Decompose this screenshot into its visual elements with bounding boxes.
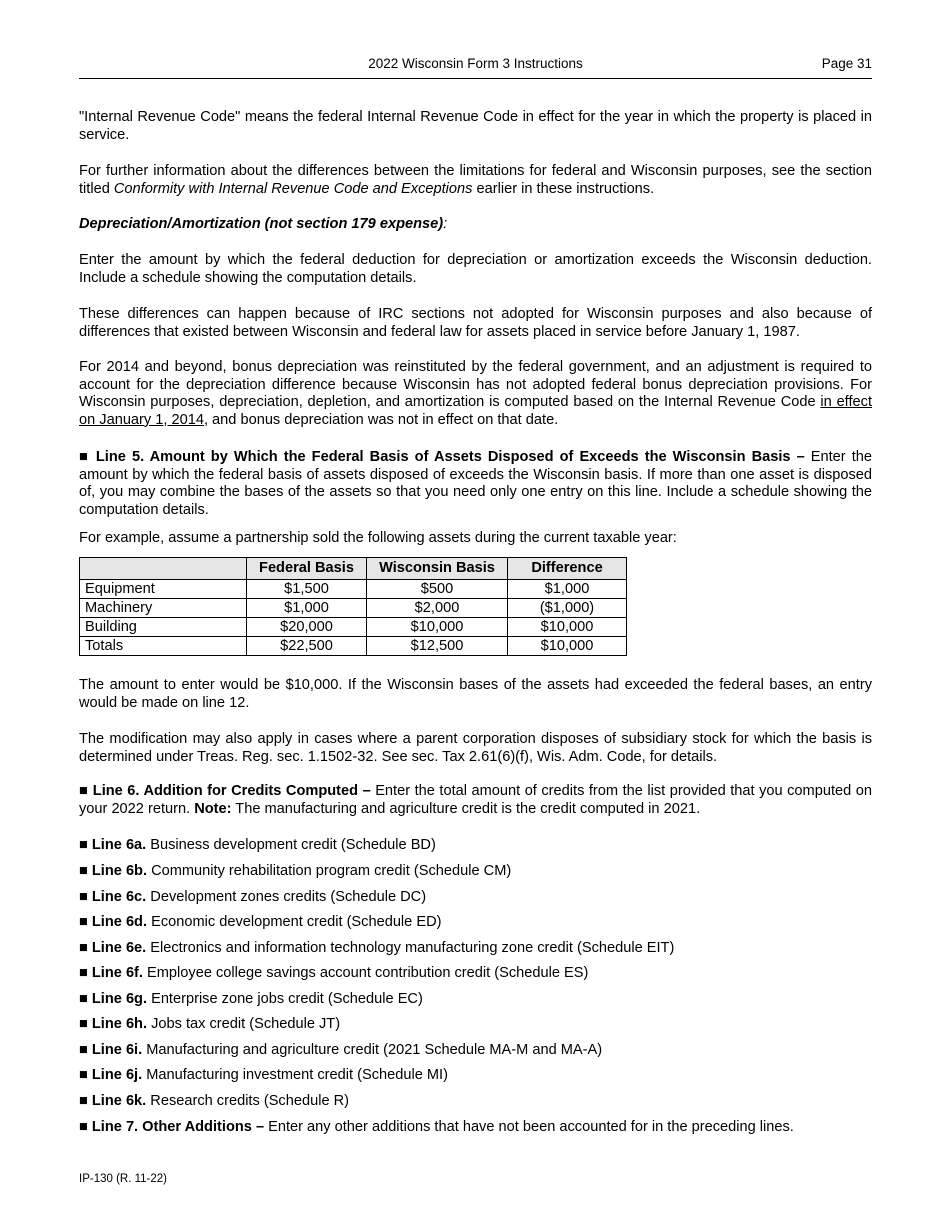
heading-depreciation	[79, 216, 872, 234]
line-text: Research credits (Schedule R)	[146, 1093, 350, 1109]
line-text: Manufacturing investment credit (Schedule MI)	[142, 1067, 448, 1083]
list-item	[79, 914, 872, 932]
underlined-date: in effect on January 1, 2014	[79, 394, 872, 428]
list-item	[79, 965, 872, 983]
line-label: Line 6. Addition for Credits Computed –	[92, 783, 371, 799]
table-cell: $22,500	[247, 637, 367, 656]
paragraph-bonus-depreciation	[79, 359, 872, 429]
line-label: Line 6f.	[91, 965, 143, 981]
line-label: Line 5. Amount by Which the Federal Basis of Assets Disposed of Exceeds the Wisconsin Basis –	[95, 449, 805, 465]
bullet-square-icon: ■	[79, 1042, 88, 1058]
paragraph-example: For example, assume a partnership sold the following assets during the current taxable year:	[79, 530, 677, 546]
table-row	[80, 580, 627, 599]
paragraph-irc-definition: "Internal Revenue Code" means the federal Internal Revenue Code in effect for the year in which the property is placed in service.	[79, 109, 872, 143]
paragraph-amount-to-enter: The amount to enter would be $10,000. If the Wisconsin bases of the assets had exceeded the federal bases, an entry would be made on line 12.	[79, 677, 872, 711]
line-text: Enter the total amount of credits from the list provided that you computed on your 2022 return.	[79, 783, 872, 817]
table-header-cell	[80, 558, 247, 580]
paragraph-differences: These differences can happen because of IRC sections not adopted for Wisconsin purposes and also because of differences that existed between Wisconsin and federal law for assets placed in service before January 1, 1987.	[79, 306, 872, 340]
bullet-square-icon: ■	[79, 863, 88, 879]
line-5-instructions	[79, 449, 872, 519]
page-header	[79, 55, 872, 79]
line-text: Enter the amount by which the federal basis of assets disposed of exceeds the Wisconsin basis. If more than one asset is disposed of, you may combine the bases of the assets so that you need only one entry on this line. Include a schedule showing the computation details.	[79, 449, 872, 518]
bullet-square-icon: ■	[79, 449, 90, 465]
bullet-square-icon: ■	[79, 1093, 88, 1109]
line-text: Development zones credits (Schedule DC)	[146, 889, 427, 905]
bullet-square-icon: ■	[79, 889, 88, 905]
line-text: Jobs tax credit (Schedule JT)	[147, 1016, 341, 1032]
line-label: Line 6i.	[91, 1042, 143, 1058]
text-run: earlier in these instructions.	[472, 180, 655, 197]
line-label: Line 6h.	[91, 1016, 148, 1032]
line-label: Line 6g.	[91, 991, 148, 1007]
document-title: 2022 Wisconsin Form 3 Instructions	[368, 56, 583, 71]
bullet-square-icon: ■	[79, 1119, 88, 1135]
table-header-cell: Wisconsin Basis	[367, 558, 508, 580]
heading-text: Depreciation/Amortization (not section 179 expense)	[79, 216, 444, 232]
table-cell: Building	[80, 618, 247, 637]
table-header-cell: Federal Basis	[247, 558, 367, 580]
line-text: Enter any other additions that have not been accounted for in the preceding lines.	[264, 1119, 794, 1135]
assets-table	[79, 557, 627, 656]
line-text: Employee college savings account contribution credit (Schedule ES)	[142, 965, 589, 981]
heading-colon: :	[443, 216, 448, 232]
table-row	[80, 599, 627, 618]
table-cell: $10,000	[367, 618, 508, 637]
text-run: For further information about the differences between the limitations for federal and Wisconsin purposes, see the section titled	[79, 163, 872, 197]
table-cell: $2,000	[367, 599, 508, 618]
bullet-square-icon: ■	[79, 991, 88, 1007]
line-label: Line 7. Other Additions –	[91, 1119, 265, 1135]
table-header-row	[80, 558, 627, 580]
table-cell: $1,000	[508, 580, 627, 599]
line-label: Line 6a.	[91, 837, 147, 853]
line-label: Line 6e.	[91, 940, 147, 956]
line-text: Community rehabilitation program credit (Schedule CM)	[147, 863, 512, 879]
bullet-square-icon: ■	[79, 965, 88, 981]
list-item	[79, 1042, 872, 1060]
list-item	[79, 940, 872, 958]
table-header-cell: Difference	[508, 558, 627, 580]
paragraph-modification: The modification may also apply in cases where a parent corporation disposes of subsidiary stock for which the basis is determined under Treas. Reg. sec. 1.1502-32. See sec. Tax 2.61(6)(f), Wis. Adm. Code, for details.	[79, 731, 872, 765]
text-run: , and bonus depreciation was not in effect on that date.	[203, 411, 559, 428]
line-label: Line 6c.	[91, 889, 147, 905]
page-number: Page 31	[821, 56, 872, 71]
list-item	[79, 1093, 872, 1111]
table-cell: $20,000	[247, 618, 367, 637]
table-cell: Equipment	[80, 580, 247, 599]
form-footer: IP-130 (R. 11-22)	[79, 1173, 167, 1185]
paragraph-depreciation-amount: Enter the amount by which the federal deduction for depreciation or amortization exceeds the Wisconsin deduction. Include a schedule showing the computation details.	[79, 252, 872, 286]
note-label: Note:	[194, 800, 232, 817]
table-cell: Machinery	[80, 599, 247, 618]
table-cell: $1,500	[247, 580, 367, 599]
line-6-instructions	[79, 783, 872, 818]
line-7-instructions	[79, 1119, 872, 1137]
bullet-square-icon: ■	[79, 940, 88, 956]
bullet-square-icon: ■	[79, 783, 89, 799]
table-row	[80, 637, 627, 656]
text-run: For 2014 and beyond, bonus depreciation was reinstituted by the federal government, and an adjustment is required to account for the depreciation difference because Wisconsin has not adopted federal bonus depreciation provisions. For Wisconsin purposes, depreciation, depletion, and amortization is computed based on the Internal Revenue Code	[79, 359, 872, 411]
table-cell: $10,000	[508, 618, 627, 637]
list-item	[79, 837, 872, 855]
bullet-square-icon: ■	[79, 1067, 88, 1083]
list-item	[79, 889, 872, 907]
list-item	[79, 991, 872, 1009]
note-text: The manufacturing and agriculture credit is the credit computed in 2021.	[231, 800, 701, 817]
table-cell: $10,000	[508, 637, 627, 656]
line-text: Electronics and information technology manufacturing zone credit (Schedule EIT)	[146, 940, 675, 956]
table-cell: $500	[367, 580, 508, 599]
line-text: Economic development credit (Schedule ED)	[147, 914, 442, 930]
list-item	[79, 1067, 872, 1085]
line-text: Manufacturing and agriculture credit (2021 Schedule MA-M and MA-A)	[142, 1042, 603, 1058]
bullet-square-icon: ■	[79, 837, 88, 853]
table-cell: $1,000	[247, 599, 367, 618]
line-text: Enterprise zone jobs credit (Schedule EC)	[147, 991, 423, 1007]
line-label: Line 6k.	[91, 1093, 147, 1109]
section-reference: Conformity with Internal Revenue Code and Exceptions	[113, 180, 473, 197]
paragraph-further-info	[79, 163, 872, 198]
line-label: Line 6d.	[91, 914, 148, 930]
bullet-square-icon: ■	[79, 1016, 88, 1032]
table-cell: $12,500	[367, 637, 508, 656]
list-item	[79, 863, 872, 881]
line-label: Line 6j.	[91, 1067, 143, 1083]
table-cell: ($1,000)	[508, 599, 627, 618]
bullet-square-icon: ■	[79, 914, 88, 930]
table-row	[80, 618, 627, 637]
list-item	[79, 1016, 872, 1034]
line-text: Business development credit (Schedule BD)	[146, 837, 436, 853]
table-cell: Totals	[80, 637, 247, 656]
line-label: Line 6b.	[91, 863, 148, 879]
